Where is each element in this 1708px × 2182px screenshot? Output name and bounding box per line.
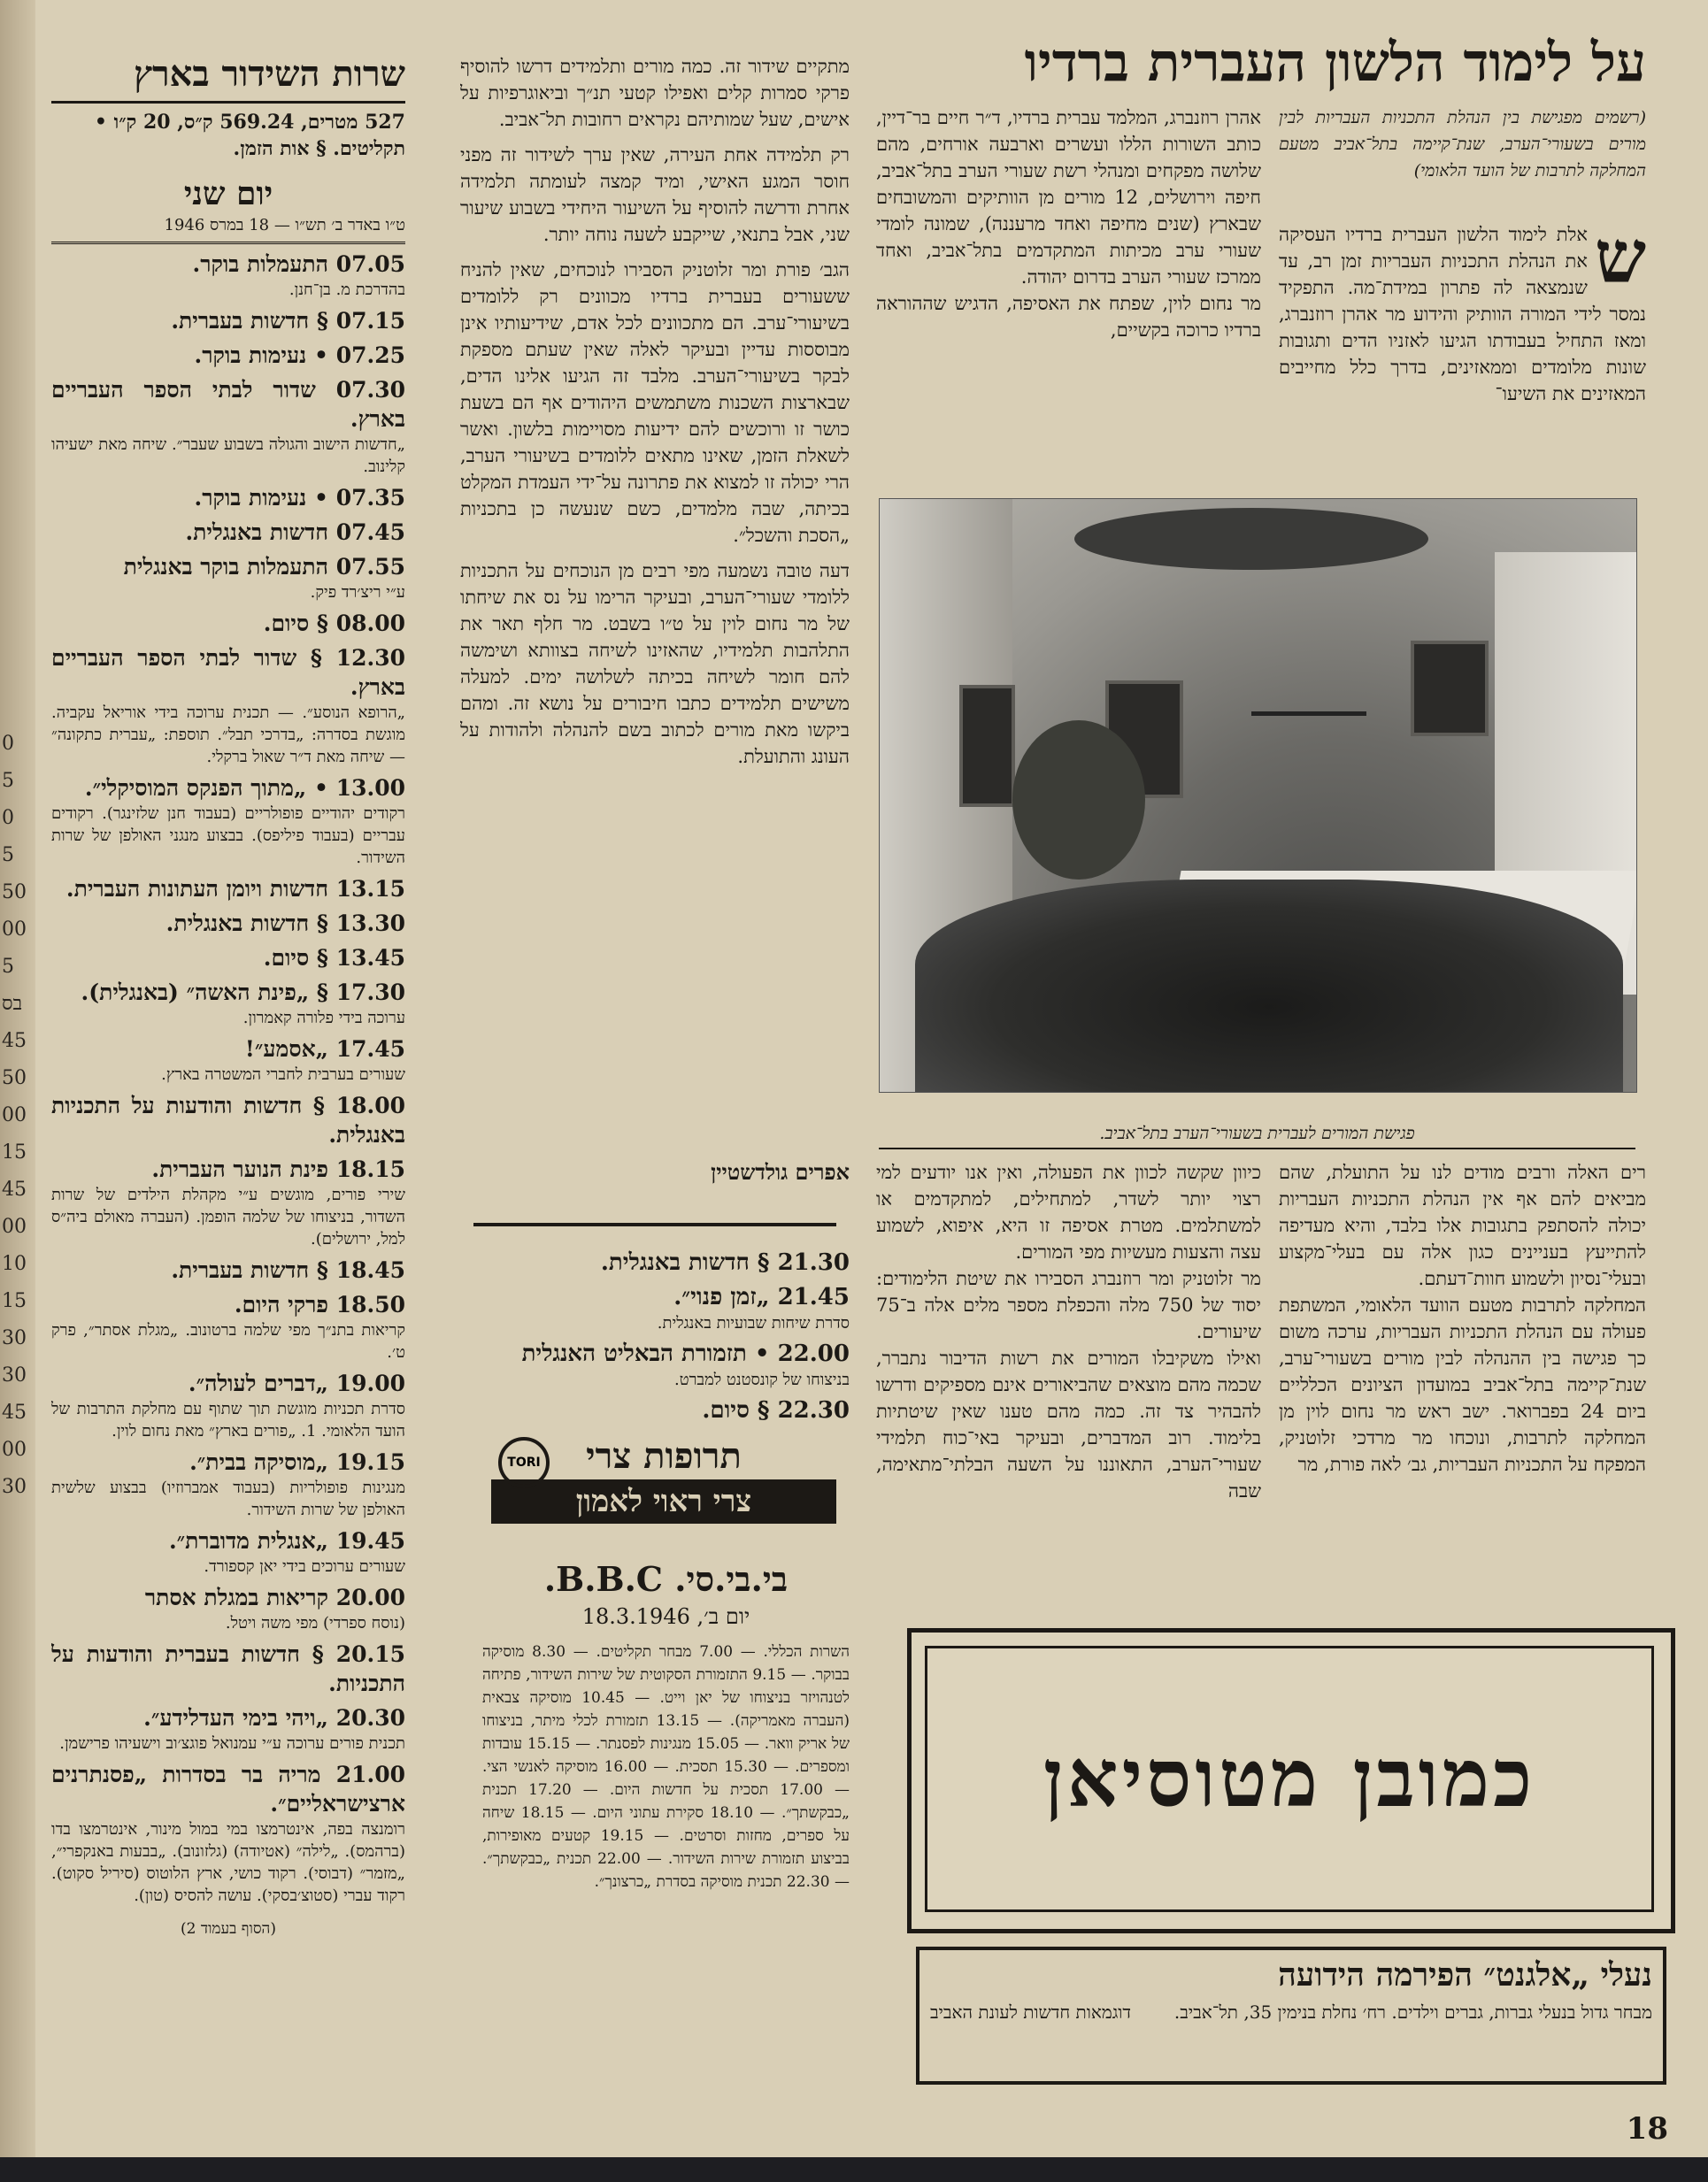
program-item: [51, 1448, 405, 1521]
binding-number: 5: [2, 844, 14, 866]
photo-ceiling-lamp: [1074, 508, 1428, 570]
elegant-ad-title: נעלי „אלגנט״ הפירמה הידועה: [1278, 1956, 1652, 1994]
program-item: [51, 341, 405, 370]
program-description: שעורים בערבית לחברי המשטרה בארץ.: [161, 1065, 405, 1084]
article-text-a1: אלת לימוד הלשון העברית ברדיו העסיקה את הנהלת התכניות העבריות זמן רב, עד שנמצאה לה פתרון במידת־מה. התפקיד נמסר לידי המורה הוותיק והידוע מר אהרן רוזנברג, ומאז התחיל בעבודתו הגיעו לאזניו הדים ותגובות שונות מלומדים וממאזינים, בדרך כלל מחייבים המאזינים את השיעו־: [1279, 224, 1646, 404]
program-heading: 18.45 § חדשות בעברית.: [171, 1257, 405, 1283]
program-heading: 17.30 § „פינת האשה״ (באנגלית).: [81, 980, 405, 1005]
ad-slogan: כמובן מטוסיאן: [1042, 1732, 1536, 1825]
binding-number: 30: [2, 1327, 27, 1349]
program-heading: 18.00 § חדשות והודעות על התכניות באנגלית.: [51, 1093, 405, 1148]
article-byline: אפרים גולדשטיין: [711, 1159, 850, 1185]
elegant-ad-store-info: מבחר גדול בנעלי גברות, גברים וילדים. רח׳ נחלת בנימין 35, תל־אביב.: [1173, 2001, 1652, 2023]
binding-number: 30: [2, 1364, 27, 1387]
binding-numbers: [0, 726, 35, 1506]
photo-portrait-frame: [959, 685, 1015, 807]
program-heading: 07.45 חדשות באנגלית.: [185, 519, 405, 545]
program-item: [51, 1034, 405, 1086]
tori-advertisement: [491, 1433, 836, 1531]
program-heading: 13.45 § סיום.: [263, 945, 405, 971]
program-heading: 21.45 „זמן פנוי״.: [673, 1284, 850, 1310]
program-item: [51, 375, 405, 478]
article-column-a1: [1279, 221, 1646, 478]
binding-number: 15: [2, 1290, 27, 1312]
program-description: רומנצה בפה, אינטרמצו במי במול מינור, אינטרמצו בדו (ברהמס). „לילה״ (אטיודה) (גלזונוב). „בבעות באנקפרי״, „מזמר״ (דבוסי). רקוד כושי, ארץ הלוטוס (סיריל סקוט). רקוד עברי (סטוצ׳בסקי). עושה להסיס (טון).: [51, 1820, 405, 1905]
program-item: [51, 306, 405, 335]
elegant-ad-details: [919, 2000, 1663, 2024]
program-heading: 12.30 § שדור לבתי הספר העבריים בארץ.: [51, 645, 405, 700]
binding-number: 45: [2, 1030, 27, 1052]
bbc-schedule: [482, 1557, 850, 1894]
program-item: [51, 250, 405, 301]
article-column-middle: [460, 53, 850, 1230]
binding-number: 45: [2, 1402, 27, 1424]
article-intro: (רשמים מפגישת בין הנהלת התכניות העבריות לבין מורים בשעורי־הערב, שנת־קיימה בתל־אביב מטעם המחלקה לתרבות של הועד הלאומי): [1279, 108, 1646, 181]
program-item: [51, 1290, 405, 1364]
scanner-edge: [0, 2157, 1708, 2182]
binding-number: 15: [2, 1141, 27, 1164]
article-paragraph: דעה טובה נשמעה מפי רבים מן הנוכחים על התכניות ללומדי שעורי־הערב, ובעיקר הרימו על נס את שיחתו של מר נחום לוין על ט״ו בשבט. מר חלף תאר את התלהבות תלמידיו, שהאזינו לשיחה בצוותא ושימשה להם חומר לשיחה בכיתה לשלושה ימים. למעלה משישים תלמידים כתבו חיבורים על נושא זה. ומהם ביקשו מאת מורים לכתוב בשם להנהלה ולהודות על העונג והתועלת.: [460, 560, 850, 767]
program-heading: 07.35 • נעימות בוקר.: [194, 485, 405, 511]
program-description: (נוסח ספרדי) מפי משה ויטל.: [225, 1614, 405, 1633]
program-item: [51, 943, 405, 972]
program-heading: 13.30 § חדשות באנגלית.: [165, 910, 405, 936]
program-description: קריאות בתנ״ך מפי שלמה ברטונוב. „מגלת אסתר״, פרק ט׳.: [51, 1321, 405, 1362]
program-item: [51, 518, 405, 547]
program-heading: 13.00 • „מתוך הפנקס המוסיקלי״.: [84, 775, 405, 801]
program-heading: 19.45 „אנגלית מדוברת״.: [168, 1528, 405, 1554]
radio-program-list: [51, 250, 405, 1907]
article-paragraph: רק תלמידה אחת העירה, שאין ערך לשידור זה מפני חוסר המגע האישי, ומיד קמצה לעומתה תלמידה אחרת ודרשה להוסיף על השיעור היחידי בשבוע שיעור שני, אבל בתנאי, שייקבע לשעה נוחה יותר.: [460, 144, 850, 245]
binding-number: 0: [2, 807, 14, 829]
ad-inner-border: [925, 1646, 1654, 1912]
binding-number: 00: [2, 1439, 27, 1461]
program-heading: 19.00 „דברים לעולה״.: [188, 1371, 405, 1396]
photo-caption: פגישת המורים לעברית בשעורי־הערב בתל־אביב.: [879, 1124, 1635, 1149]
program-description: „הרופא הנוסע״. — תכנית ערוכה בידי אוריאל עקביה. מוגשת בסדרה: „בדרכי תבל״. תוספת: „עברית כתקונה״ — שיחה מאת ד״ר שאול ברקלי.: [51, 703, 405, 766]
radio-date: ט״ו באדר ב׳ תש״ו — 18 במרס 1946: [51, 213, 405, 244]
program-item: [51, 1369, 405, 1442]
program-item: [51, 1583, 405, 1634]
article-photo: [879, 498, 1637, 1093]
radio-continued-note: (הסוף בעמוד 2): [181, 1920, 276, 1938]
program-heading: 21.00 מריה בר בסדרות „פסנתרנים ארצישראליים״.: [51, 1762, 405, 1817]
program-description: תכנית פורים ערוכה ע״י עמנואל פוגצ׳וב וישעיהו פרישמן.: [59, 1734, 405, 1753]
radio-frequency: 527 מטרים, 569.24 ק״ס, 20 ק״ו • תקליטים. § אות הזמן.: [94, 111, 405, 160]
program-heading: 21.30 § חדשות באנגלית.: [600, 1249, 850, 1276]
article-column-b2: כיוון שקשה לכוון את הפעולה, ואין אנו יודעים למי רצוי יותר לשדר, למתחילים, למתקדמים או למשתלמים. מטרת אסיפה זו היא, איפוא, לשמוע עצה והצעות מעשיות מפי המורים. מר זלוטניק ומר רוזנברג הסבירו את שיטת הלימודים: יסוד של 750 מלה והכפלת מספר מלים אלה ב־75 שיעורים. ואילו משקיבלו המורים את רשות הדיבור נתברר, שכמה מהם מוצאים שהביאורים אינם מספיקים ודרשו להבהיר צד זה. כמה מהם טענו שאין שיטתיות בלימוד. רוב המדברים, ובעיקר באי־כוח תלמידי שעורי־הערב, התאוננו על השעה הבלתי־מתאימה, שבה: [876, 1162, 1261, 1502]
program-item: [51, 483, 405, 512]
program-heading: 07.30 שדור לבתי הספר העבריים בארץ.: [51, 377, 405, 432]
program-item: [51, 773, 405, 869]
evening-schedule: [478, 1243, 850, 1425]
tori-slogan: צרי ראוי לאמון: [491, 1479, 836, 1524]
binding-number: 50: [2, 881, 27, 903]
program-heading: 17.45 „אסמע״!: [244, 1036, 405, 1062]
program-description: בהדרכת מ. בן־חנן.: [289, 280, 405, 299]
program-item: [478, 1340, 850, 1391]
program-item: [51, 643, 405, 768]
program-item: [51, 1760, 405, 1907]
program-heading: 20.15 § חדשות בעברית והודעות על התכניות.: [51, 1641, 405, 1696]
radio-section-title: שרות השידור בארץ: [51, 53, 405, 104]
program-item: [51, 1640, 405, 1698]
program-heading: 07.05 התעמלות בוקר.: [192, 251, 405, 277]
article-headline: על לימוד הלשון העברית ברדיו: [1024, 32, 1646, 94]
binding-number: 0: [2, 733, 14, 755]
program-heading: 22.30 § סיום.: [702, 1397, 850, 1424]
dropcap: ש: [1594, 221, 1646, 300]
article-paragraph: מתקיים שידור זה. כמה מורים ותלמידים דרשו להוסיף פרקי סמרות קלים ואפילו קטעי תנ״ך וביאוגרפיות על אישים, שעל שמותיהם נקראים רחובות תל־אביב.: [460, 56, 850, 130]
program-heading: 19.15 „מוסיקה בבית״.: [189, 1449, 405, 1475]
section-divider: [473, 1223, 836, 1226]
bbc-date: יום ב׳, 18.3.1946: [581, 1604, 750, 1629]
program-heading: 08.00 § סיום.: [263, 611, 405, 636]
binding-number: 45: [2, 1179, 27, 1201]
elegant-ad-season: דוגמאות חדשות לעונת האביב: [930, 2001, 1132, 2023]
program-item: [51, 609, 405, 638]
program-heading: 07.15 § חדשות בעברית.: [171, 308, 405, 334]
article-paragraph: הגב׳ פורת ומר זלוטניק הסבירו לנוכחים, שאין להניח ששעורים בעברית ברדיו מכוונים רק ללומדים בשיעורי־ערב. הם מתכוונים לכל אדם, שידיעותיו אינן מבוססות עדיין ובעיקר לאלה שאין שעתם מספקת לבקר בשיעורי־הערב. מלבד זה הגיעו אלינו הדים, שבארצות השכנות משתמשים היהודים אף הם בשעת כושר זו ורוכשים להם ידיעות מסויימות בלשון. ואשר לשאלת הזמן, שאינו מתאים ללומדים בשיעורי הערב, הרי יכולה זו למצוא את פתרונה על־ידי העמדת המקלט בכיתה, שבה מלמדים, כשם שנעשה כן בתכניות „הסכת והשכל״.: [460, 259, 850, 546]
binding-number: 30: [2, 1476, 27, 1498]
page-binding: [0, 0, 35, 2182]
matossian-advertisement: [907, 1628, 1675, 1933]
program-item: [51, 552, 405, 603]
program-item: [51, 909, 405, 938]
elegant-shoes-advertisement: [916, 1947, 1666, 2085]
program-heading: 07.55 התעמלות בוקר באנגלית: [123, 554, 405, 580]
program-heading: 22.00 • תזמורת הבאליט האנגלית: [521, 1341, 850, 1367]
program-item: [478, 1396, 850, 1425]
binding-number: 00: [2, 1216, 27, 1238]
program-description: מנגינות פופולריות (בעבוד אמברוזיו) בבצוע שלשית האולפן של שרות השידור.: [51, 1479, 405, 1519]
program-description: „חדשות הישוב והגולה בשבוע שעבר״. שיחה מאת ישעיהו קלינוב.: [51, 435, 405, 476]
binding-number: 5: [2, 770, 14, 792]
binding-number: 50: [2, 1067, 27, 1089]
article-column-a2: אהרן רוזנברג, המלמד עברית ברדיו, ד״ר חיים בר־דיין, כותב השורות הללו ועשרים וארבעה אורחים, מהם שלושה מפקחים ומנהלי רשת שעורי הערב בתל־אביב, חיפה וירושלים, 12 מורים מן הוותיקים והמשובחים שבארץ (שנים מחיפה ואחד מרעננה), שמונה לומדי שעורי ערב מכיתות המתקדמים בתל־אביב, ואחד ממרכז שעורי הערב בדרום יהודה. מר נחום לוין, שפתח את האסיפה, הדגיש שההוראה ברדיו כרוכה בקשיים,: [876, 107, 1261, 341]
program-item: [478, 1283, 850, 1334]
page-number: 18: [1626, 2111, 1668, 2147]
program-heading: 20.00 קריאות במגלת אסתר: [144, 1585, 405, 1610]
binding-number: 00: [2, 1104, 27, 1126]
program-item: [51, 1256, 405, 1285]
tori-brand: תרופות צרי: [586, 1435, 742, 1477]
photo-menorah: [1251, 711, 1366, 769]
program-item: [51, 1091, 405, 1149]
program-description: ע״י ריצ׳רד פיק.: [310, 583, 405, 602]
program-description: ערוכה בידי פלורה קאמרון.: [242, 1009, 405, 1027]
program-description: בניצוחו של קונסטנט למברט.: [674, 1371, 850, 1389]
program-heading: 20.30 „ויהי בימי העדלידע״.: [143, 1705, 405, 1731]
program-item: [51, 1703, 405, 1755]
radio-day: יום שני: [183, 175, 273, 212]
program-description: סדרת שיחות שבועיות באנגלית.: [657, 1314, 850, 1333]
program-heading: 07.25 • נעימות בוקר.: [194, 342, 405, 368]
article-column-b1: רים האלה ורבים מודים לנו על התועלת, שהם מביאים להם אף אין הנהלת התכניות העבריות יכולה להסתפק בתגובות אלו בלבד, והיא מעדיפה להתייעץ בעניינים כגון אלה עם בעלי־מקצוע ובעלי־נסיון ולשמוע חוות־דעתם. המחלקה לתרבות מטעם הוועד הלאומי, המשתפת פעולה עם הנהלת התכניות העבריות, ערכה משום כך פגישה בין ההנהלה לבין מורים בשעורי־ערב, שנת־קיימה בתל־אביב במועדון הציונים הכלליים ביום 24 בפברואר. ישב ראש מר נחום לוין מן המחלקה לתרבות, ונוכחו מר מרדכי זלוטניק, המפקח על התכניות העבריות, גב׳ לאה פורת, מר: [1279, 1162, 1646, 1475]
binding-number: בס: [2, 993, 23, 1015]
radio-schedule-column: [51, 53, 405, 2088]
bbc-body: השרות הכללי. — 7.00 מבחר תקליטים. — 8.30 מוסיקה בבוקר. — 9.15 התזמורת הסקוטית של שירות השידור, פתיחה לטנהויזר בניצוחו של יאן וייט. — 10.45 מוסיקה צבאית (העברה מאמריקה). — 13.15 תזמורת לכלי מיתר, בניצוחו של אריק וואר. — 15.05 מנגינות לפסנתר. — 15.15 עובדות ומספרים. — 15.30 תסכית. — 16.00 מוסיקה לאנשי הצי. — 17.00 תסכית על חדשות היום. — 17.20 תכנית „כבקשתך״. — 18.10 סקירת עתוני היום. — 18.15 שיחה על ספרים, מחזות וסרטים. — 19.15 קטעים מאופירות, בביצוע תזמורת שירות השידור. — 22.00 תכנית „כבקשתך״. — 22.30 תכנית מוסיקה בסדרת „כרצונך״.: [482, 1643, 850, 1891]
program-description: שירי פורים, מוגשים ע״י מקהלת הילדים של שרות השדור, בניצוחו של שלמה הופמן. (העברה מאולם ביה״ס למל, ירושלים).: [51, 1186, 405, 1249]
tori-logo-icon: TORI: [498, 1437, 550, 1488]
binding-number: 5: [2, 956, 14, 978]
program-description: רקודים יהודיים פופולריים (בעבוד חנן שלזינגר). רקודים עבריים (בעבוד פיליפס). בבצוע מנגני האולפן של שרות השידור.: [51, 804, 405, 867]
binding-number: 10: [2, 1253, 27, 1275]
program-item: [51, 874, 405, 903]
photo-audience: [915, 880, 1623, 1092]
program-item: [51, 1526, 405, 1578]
program-item: [51, 1155, 405, 1250]
bbc-title: בי.בי.סי. B.B.C.: [543, 1559, 789, 1599]
photo-plant: [1012, 720, 1145, 880]
program-item: [478, 1249, 850, 1278]
program-heading: 18.15 פינת הנוער העברית.: [151, 1156, 405, 1182]
program-description: סדרת תכניות מוגשת תוך שתוף עם מחלקת התרבות של הועד הלאומי. 1. „פורים בארץ״ מאת נחום לוין.: [51, 1400, 405, 1441]
binding-number: 00: [2, 918, 27, 941]
program-description: שעורים ערוכים בידי יאן קספורד.: [204, 1557, 405, 1576]
photo-portrait-frame: [1411, 641, 1489, 736]
program-item: [51, 978, 405, 1029]
program-heading: 13.15 חדשות ויומן העתונות העברית.: [65, 876, 405, 902]
program-heading: 18.50 פרקי היום.: [234, 1292, 405, 1318]
